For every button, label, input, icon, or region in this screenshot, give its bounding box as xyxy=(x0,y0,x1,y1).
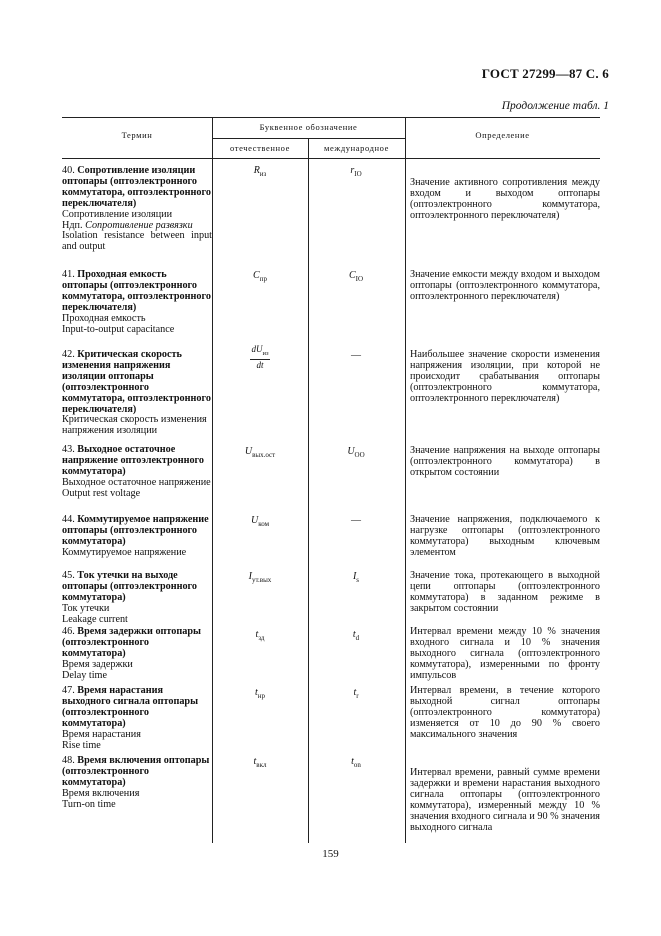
page-number: 159 xyxy=(322,848,339,860)
term-name: Коммутируемое напряжение оптопары (оптоэлектронного коммутатора) xyxy=(62,514,209,547)
term-name: Время нарастания выходного сигнала оптопары (оптоэлектронного коммутатора) xyxy=(62,685,199,729)
entry-number: 47. xyxy=(62,685,75,696)
table-continuation-label: Продолжение табл. 1 xyxy=(501,100,609,112)
column-header-letter: Буквенное обозначение xyxy=(259,122,358,132)
not-allowed-term: Сопротивление развязки xyxy=(85,219,193,231)
column-divider-3 xyxy=(405,117,406,843)
column-header-definition: Определение xyxy=(475,130,530,140)
entry-number: 42. xyxy=(62,349,75,360)
term-definition: Интервал времени между 10 % значения входного сигнала и 10 % значения выходного сигнала (оптоэлектронного коммутатора), измеренными по фронту импульсов xyxy=(410,626,600,681)
term-synonym: Ток утечки xyxy=(62,602,110,614)
term-name: Ток утечки на выходе оптопары (оптоэлектронного коммутатора) xyxy=(62,570,198,603)
english-term: Rise time xyxy=(62,739,101,751)
document-header-code: ГОСТ 27299—87 С. 6 xyxy=(481,66,609,81)
symbol-international: $t_d$ xyxy=(352,629,360,642)
symbol-international: $r_{IO}$ xyxy=(350,165,362,178)
symbol-national: $U_{вых.ост}$ xyxy=(244,446,276,459)
term-name: Критическая скорость изменения напряжения изоляции оптопары (оптоэлектронного коммутатора, оптоэлектронного переключателя) xyxy=(62,349,211,415)
term-definition: Значение активного сопротивления между входом и выходом оптопары (оптоэлектронного коммутатора, оптоэлектронного переключателя) xyxy=(410,177,600,221)
symbol-international: $t_r$ xyxy=(353,687,359,700)
table-row-term xyxy=(62,445,212,500)
term-name: Выходное остаточное напряжение оптоэлектронного коммутатора) xyxy=(62,444,205,477)
derivative-fraction: $dU_{из}$ dt xyxy=(251,344,269,370)
symbol-national: $t_{нр}$ xyxy=(254,687,266,700)
entry-number: 48. xyxy=(62,755,75,766)
table-row-term xyxy=(62,686,212,751)
not-allowed-label: Ндп. xyxy=(62,219,83,231)
symbol-national: $t_{вкл}$ xyxy=(253,756,267,769)
entry-number: 43. xyxy=(62,444,75,455)
column-header-international: международное xyxy=(324,143,389,153)
entry-number: 40. xyxy=(62,165,75,176)
english-term: Isolation resistance between input and output xyxy=(62,230,212,253)
term-synonym: Коммутируемое напряжение xyxy=(62,546,187,558)
symbol-national: $C_{пр}$ xyxy=(253,270,267,283)
entry-number: 44. xyxy=(62,514,75,525)
entry-number: 41. xyxy=(62,269,75,280)
english-term: Delay time xyxy=(62,669,107,681)
term-synonym: Время нарастания xyxy=(62,728,141,740)
term-synonym: Время включения xyxy=(62,787,140,799)
english-term: Input-to-output capacitance xyxy=(62,323,175,335)
symbol-international: $U_{OO}$ xyxy=(347,446,365,459)
table-top-rule xyxy=(62,117,600,118)
english-term: Output rest voltage xyxy=(62,487,141,499)
term-definition: Интервал времени, равный сумме времени задержки и времени нарастания выходного сигнала оптопары (оптоэлектронного коммутатора), измеренный между 10 % значения входного сигнала и 90 % значения выходного сигнала xyxy=(410,767,600,833)
term-name: Время задержки оптопары (оптоэлектронного коммутатора) xyxy=(62,626,201,659)
term-definition: Значение емкости между входом и выходом оптопары (оптоэлектронного коммутатора, оптоэлектронного переключателя) xyxy=(410,269,600,302)
term-name: Проходная емкость оптопары (оптоэлектронного коммутатора, оптоэлектронного переключателя) xyxy=(62,269,211,313)
term-synonym: Сопротивление изоляции xyxy=(62,208,173,220)
table-row-term xyxy=(62,166,212,253)
term-definition: Значение напряжения, подключаемого к нагрузке оптопары (оптоэлектронного коммутатора) выходным ключевым элементом xyxy=(410,514,600,558)
english-term: Leakage current xyxy=(62,613,128,625)
term-synonym: Критическая скорость изменения напряжения изоляции xyxy=(62,414,207,437)
symbol-national: $U_{ком}$ xyxy=(250,515,270,528)
entry-number: 46. xyxy=(62,626,75,637)
symbol-international: — xyxy=(351,350,361,361)
symbol-international: $I_s$ xyxy=(352,571,360,584)
symbol-national xyxy=(230,344,290,371)
column-divider-1 xyxy=(212,117,213,843)
table-row-term xyxy=(62,350,212,437)
column-divider-2 xyxy=(308,138,309,843)
term-name: Сопротивление изоляции оптопары (оптоэлектронного коммутатора, оптоэлектронного переключателя) xyxy=(62,165,211,209)
symbol-international: $t_{on}$ xyxy=(351,756,361,769)
table-row-term xyxy=(62,515,212,559)
term-definition: Интервал времени, в течение которого выходной сигнал оптопары (оптоэлектронного коммутатора) изменяется от 10 до 90 % своего максимального значения xyxy=(410,685,600,740)
symbol-national: $R_{из}$ xyxy=(253,165,267,178)
term-name: Время включения оптопары (оптоэлектронного коммутатора) xyxy=(62,755,210,788)
table-row-term xyxy=(62,270,212,335)
term-synonym: Выходное остаточное напряжение xyxy=(62,476,211,488)
term-synonym: Время задержки xyxy=(62,658,133,670)
symbol-national: $I_{ут.вых}$ xyxy=(248,571,272,584)
term-definition: Наибольшее значение скорости изменения напряжения изоляции, при которой не происходит срабатывания оптопары (оптоэлектронного коммутатора, оптоэлектронного переключателя) xyxy=(410,349,600,404)
table-header-rule xyxy=(62,158,600,159)
symbol-national: $t_{зд}$ xyxy=(255,629,265,642)
table-row-term xyxy=(62,571,212,626)
entry-number: 45. xyxy=(62,570,75,581)
symbol-international: $C_{IO}$ xyxy=(348,270,364,283)
column-header-national: отечественное xyxy=(230,143,290,153)
term-synonym: Проходная емкость xyxy=(62,312,146,324)
term-definition: Значение тока, протекающего в выходной цепи оптопары (оптоэлектронного коммутатора) в заданном режиме в закрытом состоянии xyxy=(410,570,600,614)
table-row-term xyxy=(62,756,212,811)
table-row-term xyxy=(62,627,212,682)
symbol-international: — xyxy=(351,515,361,526)
term-definition: Значение напряжения на выходе оптопары (оптоэлектронного коммутатора) в открытом состоянии xyxy=(410,445,600,478)
column-header-term: Термин xyxy=(121,130,153,140)
english-term: Turn-on time xyxy=(62,798,116,810)
